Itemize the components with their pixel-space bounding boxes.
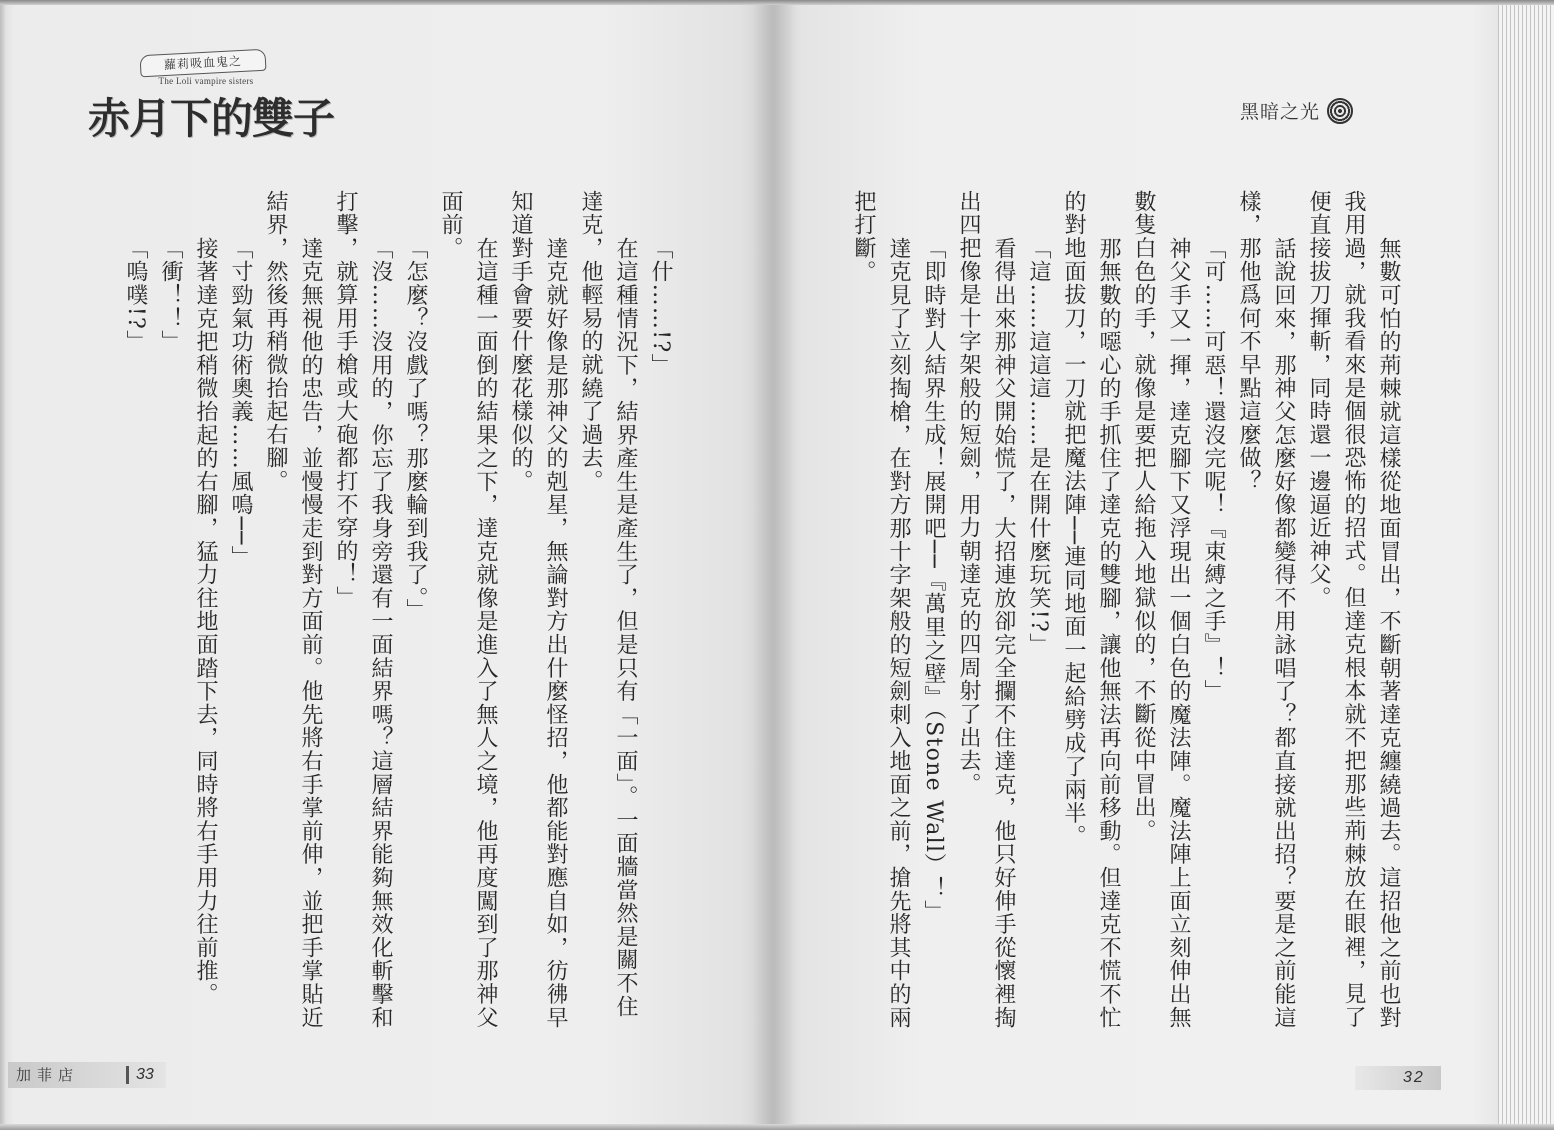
text-column: 達克，他輕易的就繞了過去。 bbox=[578, 190, 603, 493]
book-logo bbox=[88, 46, 350, 170]
text-column: 數隻白色的手，就像是要把人給拖入地獄似的，不斷從中冒出。 bbox=[1131, 190, 1156, 843]
text-column: 那無數的噁心的手抓住了達克的雙腳，讓他無法再向前移動。但達克不慌不忙 bbox=[1096, 236, 1121, 1029]
text-column: 達克見了立刻掏槍，在對方那十字架般的短劍刺入地面之前，搶先將其中的兩 bbox=[886, 236, 911, 1029]
left-page-footer bbox=[8, 1062, 166, 1088]
text-column: 面前。 bbox=[438, 190, 463, 260]
text-column: 樣，那他爲何不早點這麼做？ bbox=[1236, 190, 1261, 493]
left-page-body bbox=[118, 190, 678, 1050]
book-title: 赤月下的雙子 bbox=[88, 94, 335, 143]
text-column: 便直接拔刀揮斬，同時還一邊逼近神父。 bbox=[1306, 190, 1331, 610]
text-column: 「這……這這這……是在開什麼玩笑!?」 bbox=[1026, 236, 1051, 656]
chapter-title: 黑暗之光 bbox=[1240, 101, 1321, 123]
text-column: 無數可怕的荊棘就這樣從地面冒出，不斷朝著達克纏繞過去。這招他之前也對 bbox=[1376, 236, 1401, 1029]
logo-subtitle: The Loli vampire sisters bbox=[158, 76, 254, 86]
text-column: 接著達克把稍微抬起的右腳，猛力往地面踏下去，同時將右手用力往前推。 bbox=[193, 236, 218, 1006]
text-column: 的對地面拔刀，一刀就把魔法陣──連同地面一起給劈成了兩半。 bbox=[1061, 190, 1086, 849]
text-column: 結界，然後再稍微抬起右腳。 bbox=[263, 190, 288, 493]
text-column: 「寸勁氣功術奧義……風鳴──」 bbox=[228, 236, 253, 569]
right-page-footer bbox=[1355, 1066, 1441, 1090]
text-column: 出四把像是十字架般的短劍，用力朝達克的四周射了出去。 bbox=[956, 190, 981, 796]
book-gutter bbox=[752, 0, 796, 1130]
top-edge bbox=[0, 0, 1554, 5]
text-column: 神父手又一揮，達克腳下又浮現出一個白色的魔法陣。魔法陣上面立刻伸出無 bbox=[1166, 236, 1191, 1029]
text-column: 看得出來那神父開始慌了，大招連放卻完全攔不住達克，他只好伸手從懷裡掏 bbox=[991, 236, 1016, 1029]
footer-divider bbox=[126, 1066, 129, 1084]
text-column: 在這種一面倒的結果之下，達克就像是進入了無人之境，他再度闖到了那神父 bbox=[473, 236, 498, 1029]
text-column: 達克無視他的忠告，並慢慢走到對方面前。他先將右手掌前伸，並把手掌貼近 bbox=[298, 236, 323, 1029]
text-column: 「衝！！」 bbox=[158, 236, 183, 354]
text-column: 「什……!?」 bbox=[648, 236, 673, 377]
text-column: 「嗚噗!?」 bbox=[123, 236, 148, 354]
text-column: 「沒……沒用的，你忘了我身旁還有一面結界嗎？這層結界能夠無效化斬擊和 bbox=[368, 236, 393, 1029]
bottom-edge bbox=[0, 1124, 1554, 1130]
text-column: 把打斷。 bbox=[851, 190, 876, 284]
text-column: 在這種情況下，結界產生是產生了，但是只有「一面」。一面牆當然是關不住 bbox=[613, 236, 638, 1018]
page-number: 33 bbox=[136, 1066, 154, 1083]
text-column: 我用過，就我看來是個很恐怖的招式。但達克根本就不把那些荊棘放在眼裡，見了 bbox=[1341, 190, 1366, 1029]
text-column: 話說回來，那神父怎麼好像都變得不用詠唱了？都直接就出招？要是之前能這 bbox=[1271, 236, 1296, 1029]
chapter-emblem-icon bbox=[1327, 98, 1353, 124]
logo-ribbon: 蘿莉吸血鬼之 bbox=[140, 49, 267, 78]
text-column: 「怎麼？沒戲了嗎？那麼輪到我了。」 bbox=[403, 236, 428, 622]
publisher-name: 加菲店 bbox=[16, 1066, 80, 1084]
page-number: 32 bbox=[1403, 1069, 1425, 1086]
left-page-edge bbox=[0, 0, 6, 1130]
text-column: 打擊，就算用手槍或大砲都打不穿的！」 bbox=[333, 190, 358, 610]
page-edges bbox=[1498, 0, 1554, 1130]
right-page-body bbox=[846, 190, 1406, 1050]
text-column: 「即時對人結界生成！展開吧──『萬里之壁』（Stone Wall）！」 bbox=[921, 236, 946, 923]
text-column: 達克就好像是那神父的剋星，無論對方出什麼怪招，他都能對應自如，彷彿早 bbox=[543, 236, 568, 1029]
text-column: 「可……可惡！還沒完呢！『束縛之手』！」 bbox=[1201, 236, 1226, 703]
text-column: 知道對手會要什麼花樣似的。 bbox=[508, 190, 533, 493]
